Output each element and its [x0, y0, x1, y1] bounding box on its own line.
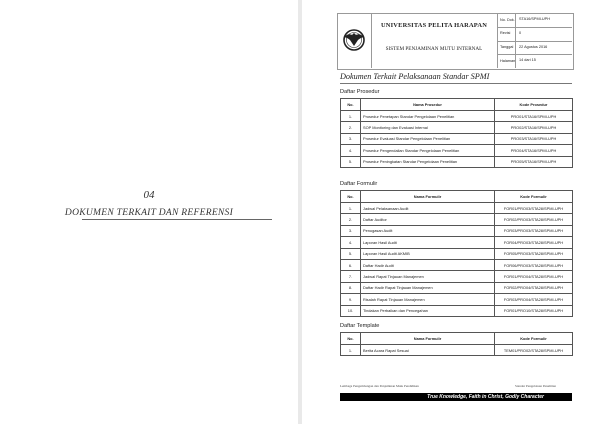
chapter-number: 04: [143, 189, 155, 201]
row-code: FOR02/PRO04/STA28/SPMI-UPH: [495, 282, 573, 293]
field-label: Revisi: [500, 31, 511, 36]
row-name: Jadwal Pelaksanaan Audit: [361, 203, 495, 214]
row-name: Daftar Auditor: [361, 214, 495, 225]
table-row: [341, 122, 573, 133]
table-row: [341, 282, 573, 293]
row-name: Prosedur Penetapan Standar Pengelolaan Penelitian: [361, 111, 495, 122]
column-header: Kode Formulir: [495, 191, 573, 203]
row-number: 2.: [341, 122, 361, 133]
row-code: PRO02/STA16/SPMI-UPH: [495, 122, 573, 133]
row-name: Daftar Hadir Audit: [361, 259, 495, 270]
prosedur-table: [340, 98, 573, 168]
table-header-row: [341, 99, 573, 111]
row-name: Daftar Hadir Rapat Tinjauan Manajemen: [361, 282, 495, 293]
table-row: [341, 111, 573, 122]
row-number: 8.: [341, 282, 361, 293]
left-page: [0, 0, 298, 424]
column-header: Kode Prosedur: [495, 99, 573, 111]
row-number: 3.: [341, 225, 361, 236]
footer-tagline: True Knowledge, Faith in Christ, Godly Character: [427, 394, 544, 400]
column-header: No.: [341, 191, 361, 203]
university-logo: [337, 13, 372, 68]
row-code: PRO05/STA16/SPMI-UPH: [495, 156, 573, 167]
table-row: [341, 248, 573, 259]
row-name: Tindakan Perbaikan dan Pencegahan: [361, 305, 495, 316]
row-code: FOR01/PRO10/STA28/SPMI-UPH: [495, 305, 573, 316]
header-field-doc-number: [497, 13, 572, 28]
row-number: 3.: [341, 133, 361, 144]
row-number: 5.: [341, 248, 361, 259]
field-label: Halaman: [500, 58, 516, 63]
row-number: 7.: [341, 271, 361, 282]
footer-band: [340, 393, 572, 401]
row-code: FOR05/PRO03/STA28/SPMI-UPH: [495, 248, 573, 259]
row-name: Prosedur Pengendalian Standar Pengelolaan Penelitian: [361, 145, 495, 156]
field-value: 0: [515, 27, 521, 41]
row-code: PRO01/STA16/SPMI-UPH: [495, 111, 573, 122]
column-header: Kode Formulir: [495, 333, 573, 345]
row-number: 2.: [341, 214, 361, 225]
column-header: Nama Formulir: [361, 191, 495, 203]
table-row: [341, 271, 573, 282]
row-name: SOP Monitoring dan Evaluasi Internal: [361, 122, 495, 133]
row-number: 1.: [341, 345, 361, 356]
table-row: [341, 237, 573, 248]
table-row: [341, 214, 573, 225]
row-name: Risalah Rapat Tinjauan Manajemen: [361, 294, 495, 305]
row-number: 1.: [341, 203, 361, 214]
row-code: PRO03/STA16/SPMI-UPH: [495, 133, 573, 144]
table-row: [341, 145, 573, 156]
row-code: FOR01/PRO04/STA28/SPMI-UPH: [495, 271, 573, 282]
row-number: 10.: [341, 305, 361, 316]
row-number: 4.: [341, 237, 361, 248]
header-field-date: [497, 41, 572, 56]
row-code: FOR03/PRO03/STA28/SPMI-UPH: [495, 225, 573, 236]
row-name: Laporan Hasil Audit AKMIB: [361, 248, 495, 259]
table-header-row: [341, 191, 573, 203]
header-field-revision: [497, 27, 572, 42]
university-name: UNIVERSITAS PELITA HARAPAN: [380, 22, 488, 29]
table-row: [341, 259, 573, 270]
row-code: PRO04/STA16/SPMI-UPH: [495, 145, 573, 156]
title-divider: [340, 83, 572, 84]
row-name: Berita Acara Rapat Sesuai: [361, 345, 495, 356]
row-code: FOR04/PRO03/STA28/SPMI-UPH: [495, 237, 573, 248]
field-value: STA16/SPMI-UPH: [515, 13, 550, 27]
column-header: No.: [341, 99, 361, 111]
row-number: 1.: [341, 111, 361, 122]
chapter-title: DOKUMEN TERKAIT DAN REFERENSI: [64, 208, 234, 218]
row-name: Laporan Hasil Audit: [361, 237, 495, 248]
row-code: FOR06/PRO03/STA28/SPMI-UPH: [495, 259, 573, 270]
table-row: [341, 203, 573, 214]
table-row: [341, 305, 573, 316]
document-title: Dokumen Terkait Pelaksanaan Standar SPMI: [340, 72, 490, 81]
system-name: SISTEM PENJAMINAN MUTU INTERNAL: [385, 46, 483, 52]
template-section-label: Daftar Template: [340, 323, 380, 329]
header-field-page: [497, 54, 572, 68]
row-code: FOR01/PRO03/STA28/SPMI-UPH: [495, 203, 573, 214]
column-header: No.: [341, 333, 361, 345]
row-number: 6.: [341, 259, 361, 270]
row-name: Jadwal Rapat Tinjauan Manajemen: [361, 271, 495, 282]
footer-right: Standar Pengelolaan Penelitian: [515, 384, 557, 388]
row-name: Prosedur Peningkatan Standar Pengelolaan Penelitian: [361, 156, 495, 167]
formulir-section-label: Daftar Formulir: [340, 181, 378, 187]
formulir-table: [340, 190, 573, 317]
row-number: 4.: [341, 145, 361, 156]
row-name: Penugasan Audit: [361, 225, 495, 236]
row-number: 5.: [341, 156, 361, 167]
table-row: [341, 294, 573, 305]
column-header: Nama Formulir: [361, 333, 495, 345]
field-label: No. Dok.: [500, 17, 515, 22]
row-name: Prosedur Evaluasi Standar Pengelolaan Penelitian: [361, 133, 495, 144]
footer-left: Lembaga Pengembangan dan Penjaminan Mutu Pendidikan: [340, 384, 419, 388]
table-row: [341, 345, 573, 356]
table-row: [341, 225, 573, 236]
row-number: 9.: [341, 294, 361, 305]
column-header: Nama Prosedur: [361, 99, 495, 111]
field-label: Tanggal: [500, 45, 514, 49]
row-code: TEM01/PRO02/STA28/SPMI-UPH: [495, 345, 573, 356]
table-row: [341, 156, 573, 167]
template-table: [340, 332, 573, 356]
prosedur-section-label: Daftar Prosedur: [340, 89, 380, 95]
table-row: [341, 133, 573, 144]
eagle-seal-icon: [337, 13, 371, 68]
row-code: FOR02/PRO03/STA28/SPMI-UPH: [495, 214, 573, 225]
table-header-row: [341, 333, 573, 345]
field-value: 22 Agustus 2016: [515, 41, 547, 55]
row-code: FOR03/PRO04/STA28/SPMI-UPH: [495, 294, 573, 305]
chapter-divider: [82, 219, 272, 220]
field-value: 14 dari 15: [515, 54, 536, 68]
